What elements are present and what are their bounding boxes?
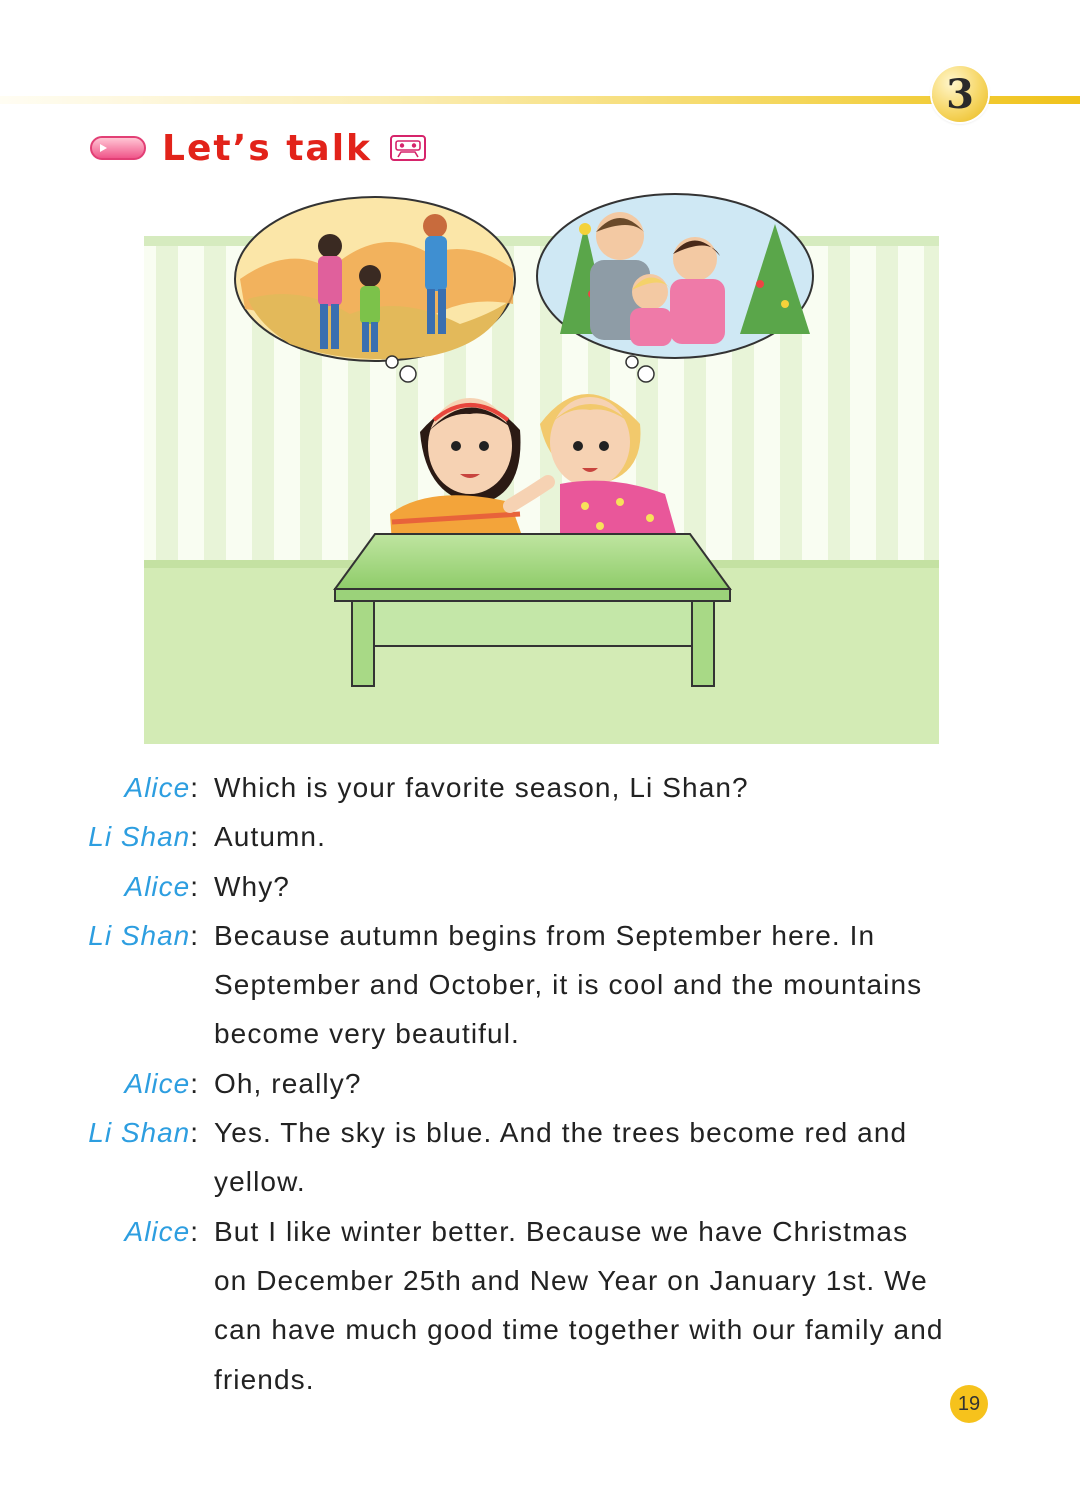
dialogue-text: September and October, it is cool and the mountains <box>214 969 923 1001</box>
unit-number-badge: 3 <box>932 66 988 122</box>
dialogue-line <box>0 862 1080 911</box>
play-pill-icon[interactable] <box>90 136 146 160</box>
dialogue-line <box>0 1256 1080 1305</box>
speaker-name: Alice: <box>124 1067 199 1099</box>
cassette-icon[interactable] <box>390 135 426 161</box>
dialogue-text: become very beautiful. <box>214 1018 520 1050</box>
speaker-label: Alice <box>124 1215 191 1247</box>
dialogue-line <box>0 1157 1080 1206</box>
top-rule <box>0 96 1080 104</box>
section-heading <box>90 126 426 170</box>
speaker-name: Alice: <box>124 1215 199 1247</box>
dialogue-line <box>0 1009 1080 1058</box>
dialogue-line <box>0 1108 1080 1157</box>
speaker-label: Alice <box>124 870 191 902</box>
dialogue-line <box>0 1355 1080 1404</box>
dialogue-line <box>0 763 1080 812</box>
speaker-name: Alice: <box>124 870 199 902</box>
dialogue-text: can have much good time together with our family and <box>214 1314 944 1346</box>
speaker-name: Li Shan: <box>88 1117 199 1149</box>
dialogue-text: Which is your favorite season, Li Shan? <box>214 772 749 803</box>
dialogue-text: Because autumn begins from September here. In <box>214 919 876 951</box>
dialogue-text: Autumn. <box>214 821 326 853</box>
dialogue-line <box>0 1207 1080 1256</box>
speaker-label: Li Shan <box>88 1117 191 1149</box>
dialogue-line <box>0 1305 1080 1354</box>
classroom-illustration <box>130 184 945 749</box>
dialogue-text: But I like winter better. Because we have Christmas <box>214 1215 909 1247</box>
dialogue-text: on December 25th and New Year on January 1st. We <box>214 1264 928 1296</box>
section-title: Let’s talk <box>162 127 372 169</box>
speaker-name: Li Shan: <box>88 919 199 951</box>
page-number: 19 <box>950 1385 988 1423</box>
dialogue-text: yellow. <box>214 1166 306 1198</box>
dialogue-line <box>0 812 1080 861</box>
speaker-label: Li Shan <box>88 919 191 951</box>
dialogue-text: Oh, really? <box>214 1067 362 1099</box>
speaker-label: Alice <box>124 772 191 803</box>
dialogue <box>0 763 1080 1404</box>
dialogue-line <box>0 911 1080 960</box>
dialogue-line <box>0 960 1080 1009</box>
speaker-label: Li Shan <box>88 821 191 853</box>
dialogue-text: Yes. The sky is blue. And the trees become red and <box>214 1117 908 1149</box>
speaker-name: Li Shan: <box>88 821 199 853</box>
dialogue-text: Why? <box>214 870 290 902</box>
speaker-name: Alice: <box>124 772 199 803</box>
speaker-label: Alice <box>124 1067 191 1099</box>
dialogue-text: friends. <box>214 1363 315 1395</box>
dialogue-line <box>0 1059 1080 1108</box>
